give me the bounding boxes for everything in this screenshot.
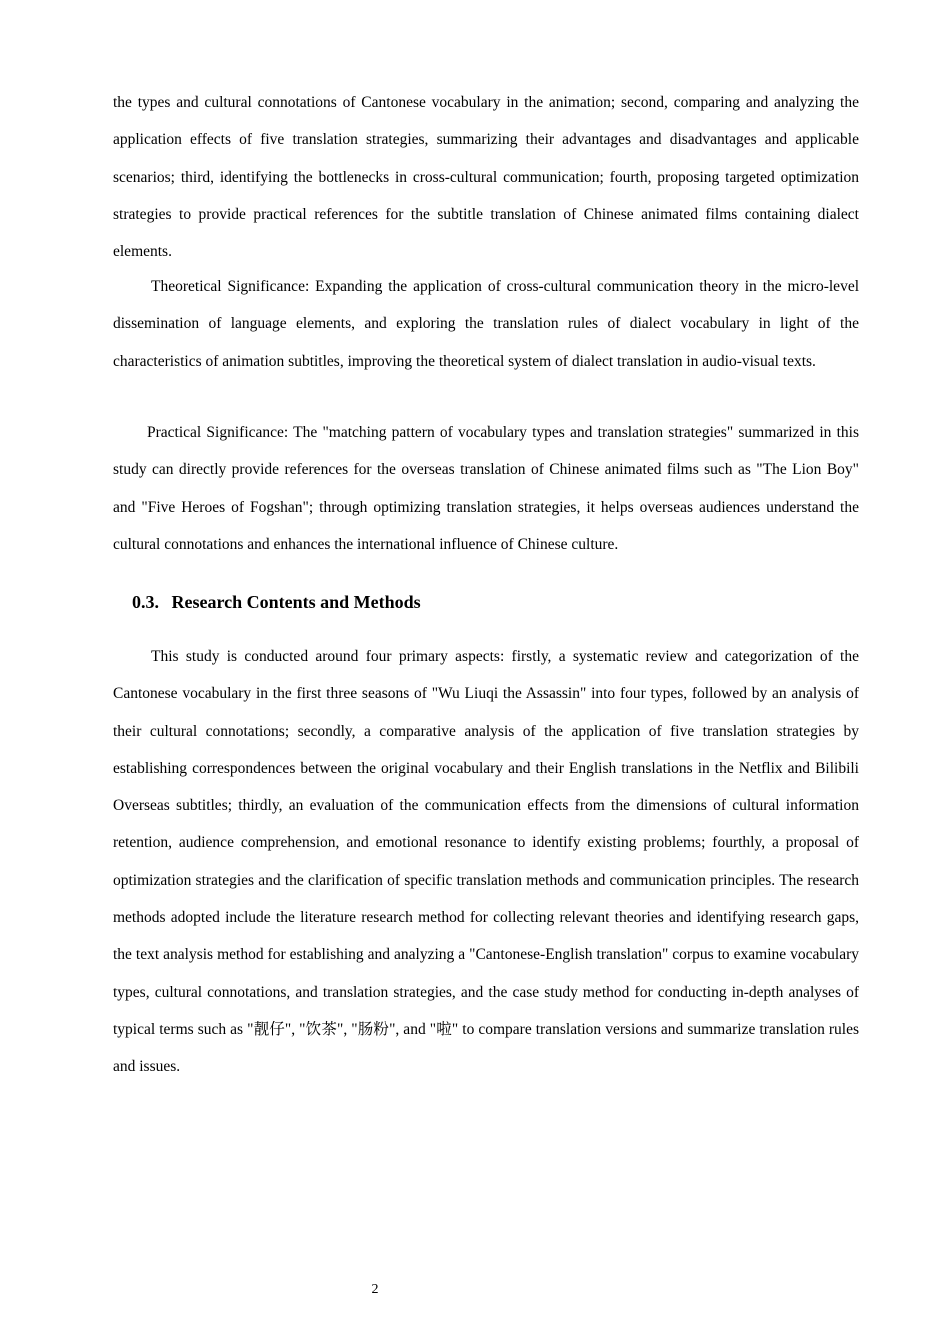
body-paragraph-objectives: the types and cultural connotations of Cantonese vocabulary in the animation; second, comparing and analyzing the application effects of five translation strategies, summarizing their advantages and disadvantages and applicable scenarios; third, identifying the bottlenecks in cross-cultural communication; fourth, proposing targeted optimization strategies to provide practical references for the subtitle translation of Chinese animated films containing dialect elements. <box>113 94 859 261</box>
body-paragraph-theoretical-significance: Theoretical Significance: Expanding the application of cross-cultural communication theory in the micro-level dissemination of language elements, and exploring the translation rules of dialect vocabulary in light of the characteristics of animation subtitles, improving the theoretical system of dialect translation in audio-visual texts. <box>113 278 859 370</box>
section-title: Research Contents and Methods <box>171 592 421 612</box>
section-number: 0.3. <box>132 592 159 612</box>
body-paragraph-practical-significance: Practical Significance: The "matching pattern of vocabulary types and translation strategies" summarized in this study can directly provide references for the overseas translation of Chinese animated films such as "The Lion Boy" and "Five Heroes of Fogshan"; through optimizing translation strategies, it helps overseas audiences understand the cultural connotations and enhances the international influence of Chinese culture. <box>113 424 859 553</box>
page-number: 2 <box>371 1282 379 1297</box>
body-paragraph-research-contents: This study is conducted around four primary aspects: firstly, a systematic review and categorization of the Cantonese vocabulary in the first three seasons of "Wu Liuqi the Assassin" into four types, followed by an analysis of their cultural connotations; secondly, a comparative analysis of the application of five translation strategies by establishing correspondences between the original vocabulary and their English translations in the Netflix and Bilibili Overseas subtitles; thirdly, an evaluation of the communication effects from the dimensions of cultural information retention, audience comprehension, and emotional resonance to identify existing problems; fourthly, a proposal of optimization strategies and the clarification of specific translation methods and communication principles. The research methods adopted include the literature research method for collecting relevant theories and identifying research gaps, the text analysis method for establishing and analyzing a "Cantonese-English translation" corpus to examine vocabulary types, cultural connotations, and translation strategies, and the case study method for conducting in-depth analyses of typical terms such as "靓仔", "饮茶", "肠粉", and "啦" to compare translation versions and summarize translation rules and issues. <box>113 648 859 1076</box>
section-heading <box>132 589 421 615</box>
